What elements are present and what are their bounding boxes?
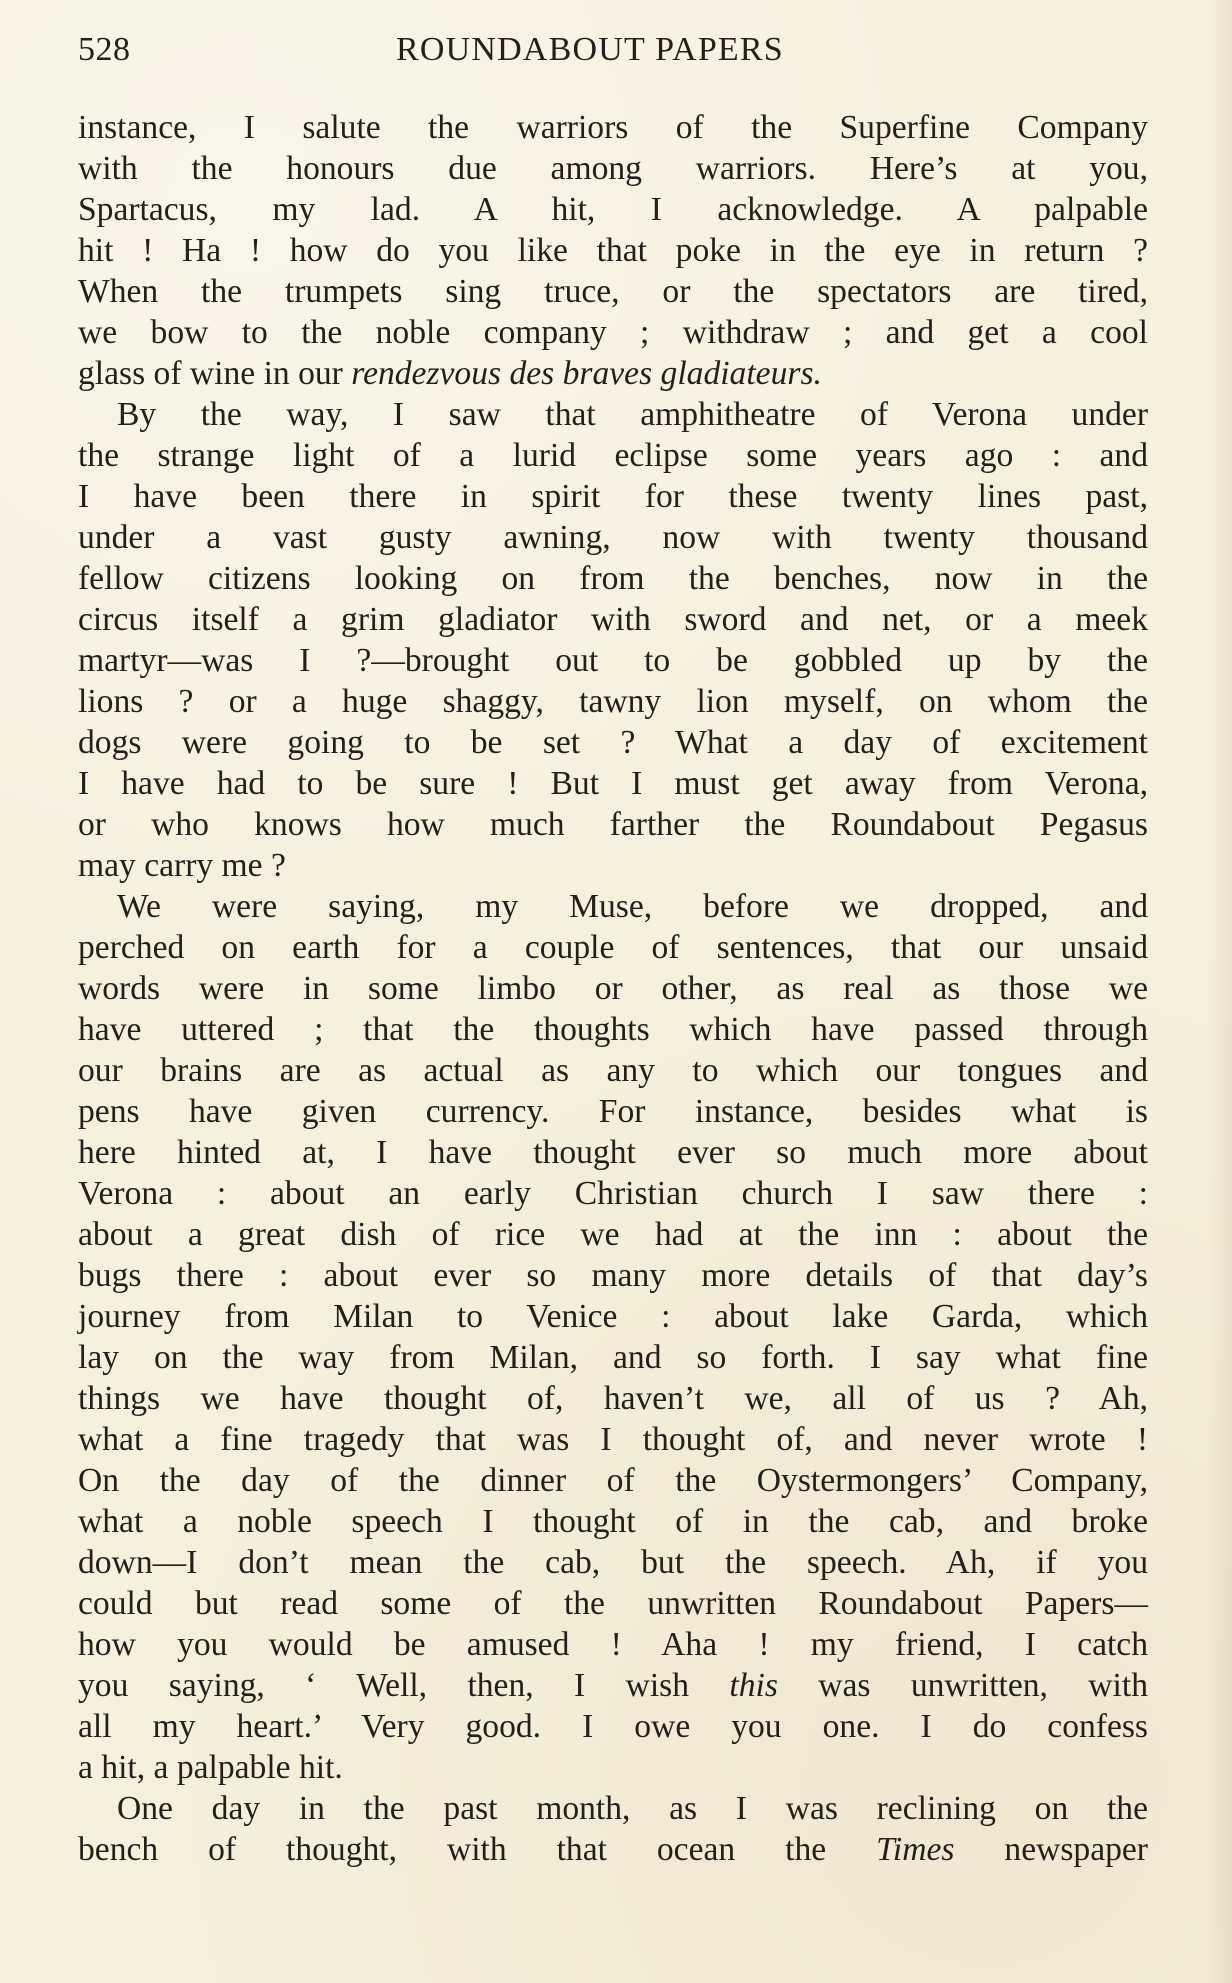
text-fragment: could but read some of the unwritten Roundabout Papers—: [78, 1585, 1148, 1622]
text-line: [78, 476, 1148, 517]
text-fragment: Spartacus, my lad. A hit, I acknowledge. A palpable: [78, 191, 1148, 228]
text-line: [78, 763, 1148, 804]
text-fragment: what a fine tragedy that was I thought of, and never wrote !: [78, 1421, 1148, 1458]
text-line: [78, 271, 1148, 312]
text-line: [78, 804, 1148, 845]
page-edge-shadow: [1208, 0, 1232, 1983]
text-fragment: We were saying, my Muse, before we dropped, and: [117, 888, 1148, 925]
text-line: [78, 148, 1148, 189]
text-fragment: here hinted at, I have thought ever so much more about: [78, 1134, 1148, 1171]
text-fragment: Verona : about an early Christian church I saw there :: [78, 1175, 1148, 1212]
text-line: [78, 435, 1148, 476]
text-fragment: what a noble speech I thought of in the cab, and broke: [78, 1503, 1148, 1540]
text-fragment: bench of thought, with that ocean the: [78, 1831, 877, 1868]
text-line: [78, 681, 1148, 722]
text-line: [78, 312, 1148, 353]
text-line: [78, 599, 1148, 640]
text-line: [78, 927, 1148, 968]
text-line: [78, 1624, 1148, 1665]
text-line: [78, 1255, 1148, 1296]
text-line: [78, 558, 1148, 599]
page-header: [78, 30, 1148, 70]
page-number: 528: [78, 31, 131, 68]
text-line: [78, 1050, 1148, 1091]
body-text: [78, 107, 1148, 1870]
text-fragment: lay on the way from Milan, and so forth. I say what fine: [78, 1339, 1148, 1376]
text-line: [78, 1788, 1148, 1829]
text-fragment: By the way, I saw that amphitheatre of Verona under: [117, 396, 1148, 433]
text-fragment: the strange light of a lurid eclipse some years ago : and: [78, 437, 1148, 474]
text-line: [78, 189, 1148, 230]
text-fragment: things we have thought of, haven’t we, all of us ? Ah,: [78, 1380, 1148, 1417]
text-line: [78, 1378, 1148, 1419]
text-fragment: pens have given currency. For instance, besides what is: [78, 1093, 1148, 1130]
text-fragment: our brains are as actual as any to which our tongues and: [78, 1052, 1148, 1089]
text-fragment: a hit, a palpable hit.: [78, 1749, 343, 1786]
text-line: [78, 230, 1148, 271]
text-fragment: hit ! Ha ! how do you like that poke in the eye in return ?: [78, 232, 1148, 269]
text-fragment: have uttered ; that the thoughts which have passed through: [78, 1011, 1148, 1048]
text-line: [78, 845, 1148, 886]
text-line: [78, 968, 1148, 1009]
text-fragment: One day in the past month, as I was reclining on the: [117, 1790, 1148, 1827]
text-fragment: fellow citizens looking on from the benches, now in the: [78, 560, 1148, 597]
text-line: [78, 1173, 1148, 1214]
italic-text-fragment: Times: [876, 1831, 955, 1868]
text-line: [78, 1542, 1148, 1583]
italic-text-fragment: this: [729, 1667, 778, 1704]
text-line: [78, 1501, 1148, 1542]
text-line: [78, 107, 1148, 148]
text-fragment: instance, I salute the warriors of the Superfine Company: [78, 109, 1148, 146]
text-line: [78, 640, 1148, 681]
text-fragment: with the honours due among warriors. Here’s at you,: [78, 150, 1148, 187]
text-fragment: glass of wine in our: [78, 355, 352, 392]
text-fragment: all my heart.’ Very good. I owe you one. I do confess: [78, 1708, 1148, 1745]
text-fragment: down—I don’t mean the cab, but the speech. Ah, if you: [78, 1544, 1148, 1581]
text-line: [78, 886, 1148, 927]
text-line: [78, 1583, 1148, 1624]
text-line: [78, 1829, 1148, 1870]
text-line: [78, 517, 1148, 558]
text-fragment: perched on earth for a couple of sentences, that our unsaid: [78, 929, 1148, 966]
text-fragment: circus itself a grim gladiator with sword and net, or a meek: [78, 601, 1148, 638]
text-fragment: martyr—was I ?—brought out to be gobbled up by the: [78, 642, 1148, 679]
text-fragment: you saying, ‘ Well, then, I wish: [78, 1667, 730, 1704]
text-fragment: When the trumpets sing truce, or the spectators are tired,: [78, 273, 1148, 310]
text-line: [78, 394, 1148, 435]
text-fragment: I have had to be sure ! But I must get away from Verona,: [78, 765, 1148, 802]
text-fragment: may carry me ?: [78, 847, 286, 884]
text-fragment: was unwritten, with: [777, 1667, 1148, 1704]
text-fragment: how you would be amused ! Aha ! my friend, I catch: [78, 1626, 1148, 1663]
text-fragment: or who knows how much farther the Roundabout Pegasus: [78, 806, 1148, 843]
text-line: [78, 1747, 1148, 1788]
text-line: [78, 722, 1148, 763]
text-line: [78, 1214, 1148, 1255]
text-fragment: we bow to the noble company ; withdraw ; and get a cool: [78, 314, 1148, 351]
text-line: [78, 353, 1148, 394]
text-fragment: newspaper: [954, 1831, 1148, 1868]
text-line: [78, 1460, 1148, 1501]
text-fragment: dogs were going to be set ? What a day of excitement: [78, 724, 1148, 761]
text-line: [78, 1665, 1148, 1706]
running-title: ROUNDABOUT PAPERS: [396, 31, 784, 68]
text-fragment: under a vast gusty awning, now with twenty thousand: [78, 519, 1148, 556]
italic-text-fragment: rendezvous des braves gladiateurs.: [351, 355, 822, 392]
text-fragment: lions ? or a huge shaggy, tawny lion myself, on whom the: [78, 683, 1148, 720]
text-line: [78, 1009, 1148, 1050]
text-fragment: words were in some limbo or other, as real as those we: [78, 970, 1148, 1007]
text-line: [78, 1132, 1148, 1173]
text-fragment: bugs there : about ever so many more details of that day’s: [78, 1257, 1148, 1294]
text-line: [78, 1296, 1148, 1337]
text-fragment: On the day of the dinner of the Oystermongers’ Company,: [78, 1462, 1148, 1499]
text-fragment: about a great dish of rice we had at the inn : about the: [78, 1216, 1148, 1253]
text-line: [78, 1337, 1148, 1378]
text-fragment: journey from Milan to Venice : about lake Garda, which: [78, 1298, 1148, 1335]
text-fragment: I have been there in spirit for these twenty lines past,: [78, 478, 1148, 515]
text-line: [78, 1419, 1148, 1460]
text-line: [78, 1091, 1148, 1132]
text-line: [78, 1706, 1148, 1747]
